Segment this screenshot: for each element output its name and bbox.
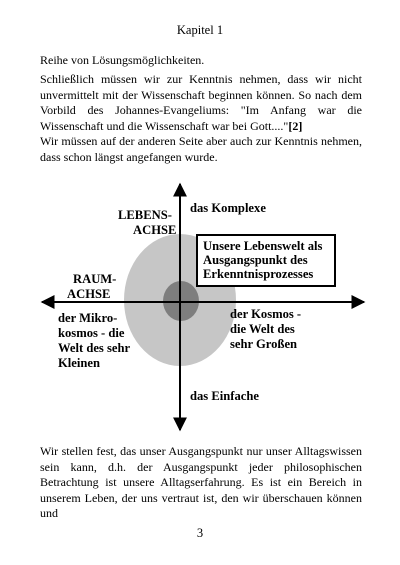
paragraph-3: Wir müssen auf der anderen Seite aber auch zur Kenntnis nehmen, dass schon längst angefangen wurde. — [40, 134, 362, 164]
vertical-axis-label-line-2: ACHSE — [133, 223, 177, 237]
callout-line-1: Unsere Lebenswelt als — [203, 239, 323, 253]
citation-marker: [2] — [288, 118, 303, 133]
left-label-line-2: kosmos - die — [58, 326, 125, 340]
left-label-line-1: der Mikro- — [58, 311, 118, 325]
paragraph-4: Wir stellen fest, das unser Ausgangspunkt nur unser Alltagswissen sein kann, d.h. der Ausgangspunkt jeder philosophischen Betrachtung ist unsere Alltagserfahrung. Es ist ein Bereich in unserem Leben, der uns vertraut ist, den wir überschauen können und — [40, 444, 362, 520]
paragraph-2-text: Schließlich müssen wir zur Kenntnis nehmen, dass wir nicht unvermittelt mit der Wissenschaft beginnen können. So nach dem Vorbild des Johannes-Evangeliums: "Im Anfang war die Wissenschaft und die Wissenschaft war bei Gott...." — [40, 72, 362, 133]
left-label-line-4: Kleinen — [58, 356, 100, 370]
top-label: das Komplexe — [190, 201, 266, 215]
right-label-line-2: die Welt des — [230, 322, 295, 336]
vertical-axis-label-line-1: LEBENS- — [118, 208, 172, 222]
horizontal-axis-label-line-2: ACHSE — [67, 287, 111, 301]
chapter-header: Kapitel 1 — [176, 23, 224, 37]
horizontal-axis-label-line-1: RAUM- — [73, 272, 117, 286]
page-number: 3 — [196, 526, 204, 540]
callout-line-3: Erkenntnisprozesses — [203, 267, 314, 281]
callout-line-2: Ausgangspunkt des — [203, 253, 308, 267]
left-label-line-3: Welt des sehr — [58, 341, 131, 355]
right-label-line-1: der Kosmos - — [230, 307, 302, 321]
paragraph-1: Reihe von Lösungsmöglichkeiten. — [40, 53, 205, 67]
right-label-line-3: sehr Großen — [230, 337, 298, 351]
bottom-label: das Einfache — [190, 389, 259, 403]
